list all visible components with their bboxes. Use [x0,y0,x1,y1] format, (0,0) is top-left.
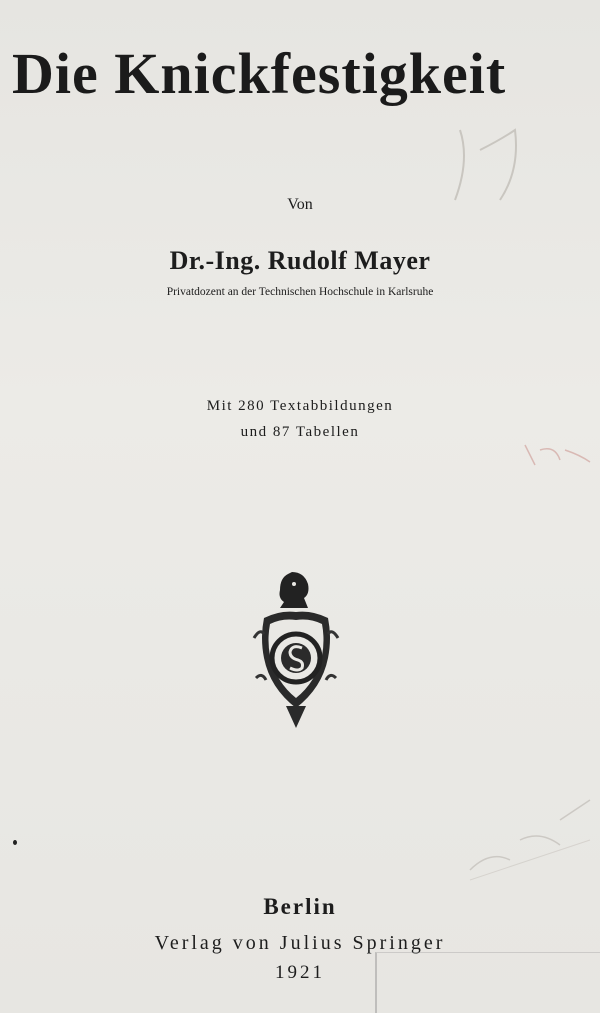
illustrations-note: Mit 280 Textabbildungen [206,398,394,414]
author-affiliation: Privatdozent an der Technischen Hochschule in Karlsruhe [166,286,434,298]
publication-year: 1921 [275,962,325,983]
ink-speck [13,840,17,845]
publisher-name: Verlag von Julius Springer [154,932,446,954]
springer-knight-logo-icon [250,568,342,732]
publication-city: Berlin [263,894,337,919]
author-name: Dr.-Ing. Rudolf Mayer [169,246,431,275]
by-line: Von [287,196,313,213]
book-title: Die Knickfestigkeit [12,41,507,106]
library-stamp [375,952,600,1013]
tables-note: und 87 Tabellen [240,424,360,440]
